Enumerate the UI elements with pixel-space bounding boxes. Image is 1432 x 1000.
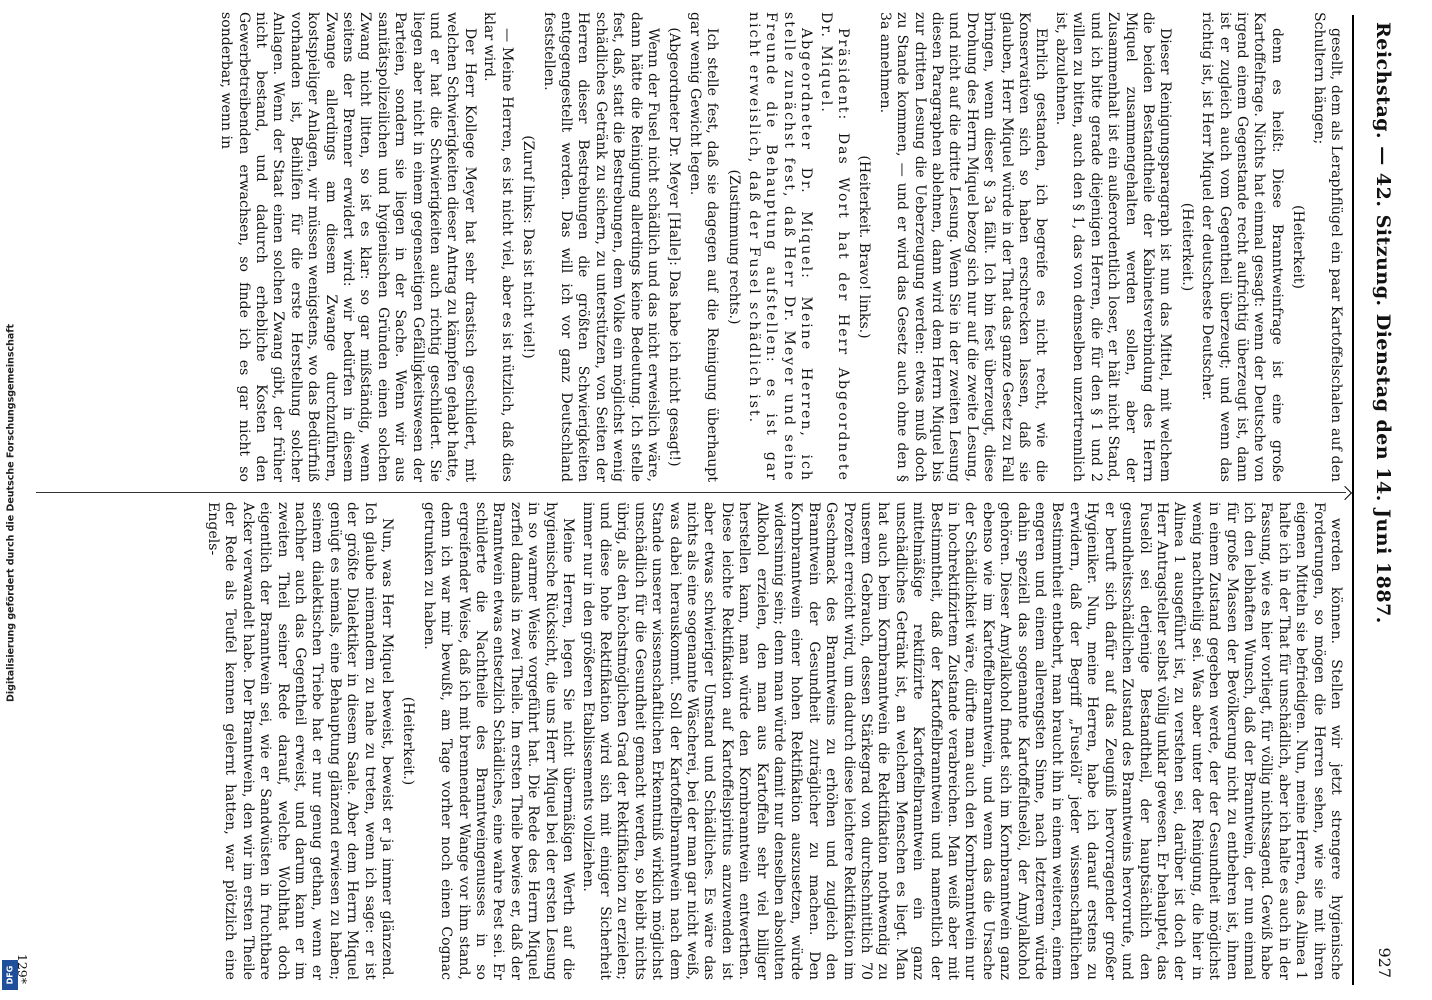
paragraph: Präsident: Das Wort hat der Herr Abgeordnete Dr. Miquel. — [817, 12, 852, 482]
paragraph: gesellt, dem als Leraphflügel ein paar Kartoffelschalen auf den Schultern hängen; — [1310, 12, 1344, 482]
paragraph: Dieser Reinigungsparagraph ist nun das Mittel, mit welchem die beiden Bestandtheile der Kabinetsverbindung des Herrn Miquel zusammengehalten werden sollen, aber der Zusammenhalt ist ein außerordentlich loser, er hält nicht Stand, und ich bitte gerade diejenigen Herren, die für den § 1 und 2 willen zu bitten, auch den § 1, das von demselben unzertrennlich ist, abzulehnen. — [1052, 12, 1174, 482]
paragraph: Wenn der Fusel nicht schädlich und das nicht erweislich wäre, dann hätte die Reinigung allerdings keine Bedeutung. Ich stelle fest, daß, statt die Bestrebungen, dem Volke ein möglichst wenig schädliches Getränk zu sichern, zu unterstützen, von Seiten der Herren dieser Bestrebungen die größten Schwierigkeiten entgegengestellt werden. Das will ich vor ganz Deutschland feststellen. — [540, 12, 661, 482]
paragraph: (Heiterkeit.) — [1178, 202, 1195, 292]
paragraph: (Abgeordneter Dr. Meyer [Halle]: Das habe ich nicht gesagt!) — [666, 27, 683, 467]
paragraph: — Meine Herren, es ist nicht viel, aber es ist nützlich, daß dies klar wird. — [481, 12, 515, 482]
dfg-logo-text: DFG — [5, 965, 15, 985]
paragraph: (Heiterkeit) — [1290, 205, 1307, 289]
column-divider — [36, 492, 1346, 493]
paragraph: (Heiterkeit. Bravo! links.) — [856, 155, 873, 339]
paragraph: Der Herr Kollege Meyer hat sehr drastisch geschildert, mit welchen Schwierigkeiten dieser Antrag zu kämpfen gehabt hatte, und er hat die Schwierigkeiten auch richtig geschildert. Sie liegen aber nicht in einem gegenseitigen Gefälligkeitswesen der Parteien, sondern sie liegen in der Sache. Wenn wir aus sanitätspolizeilichen und hygienischen Gründen einen solchen Zwang nicht litten, so ist es klar: so gar mißständig, wenn seitens der Brenner erwidert wird: wir bedürfen in diesem Zwange allerdings am diesem Zwange durchzuführen, kostspieliger Anlagen, wir müssen wenigstens, wo das Bedürfniß vorhanden ist, Beihilfen für die erste Herstellung solcher Anlagen. Wenn der Staat einen solchen Zwang gibt, der früher nicht bestand, und dadurch erhebliche Kosten den Gewerbetreibenden erwachsen, so finde ich es gar nicht so sonderbar, wenn in — [218, 12, 478, 482]
paragraph: werden können. Stellen wir jetzt strengere hygienische Forderungen, so mögen die Herren sehen, wie sie mit ihren eigenen Mitteln sie befriedigen. Nun, meine Herren, das Alinea 1 halte ich in der That für unschädlich, aber ich halte es auch in der Fassung, wie es hier vorliegt, für völlig nichtssagend. Gewiß habe ich den lebhaften Wunsch, daß der Branntwein, der nun einmal für große Massen der Bevölkerung nicht zu entbehren ist, ihnen in einem Zustand gegeben werde, der der Gesundheit möglichst wenig nachtheilig sei. Was aber unter der Reinigung, die hier in Alinea 1 ausgeführt ist, zu verstehen sei, darüber ist doch der Herr Antragsteller selbst völlig unklar gewesen. Er behauptet, das Fuselöl sei derjenige Bestandtheil, der hauptsächlich den gesundheitsschädlichen Zustand des Branntweins hervorrufe, und er beruft sich dafür auf das Zeugniß hervorragender großer Hygieniker. Nun, meine Herren, habe ich darauf erstens zu erwidern, daß der Begriff „Fuselöl“ jeder wissenschaftlichen Bestimmtheit entbehrt, man braucht ihn in einem weiteren, einem engeren und einem allerengsten Sinne, nach letzterem würde dahin speziell das sogenannte Kartoffelfuselöl, der Amylalkohol gehören. Dieser Amylalkohol findet sich im Kornbranntwein ganz ebenso wie im Kartoffelbranntwein, und wenn das die Ursache der Schädlichkeit wäre, dürfte man auch den Kornbranntwein nur in hochrektifizirtem Zustande verabreichen. Man weiß aber mit Bestimmtheit, daß der Kartoffelbranntwein und namentlich der mittelmäßige rektifizirte Kartoffelbranntwein ein ganz unschädliches Getränk ist, an welchem Menschen es liegt. Man hat auch beim Kornbranntwein die Rektifikation nothwendig zu unserem Gebrauch, dessen Stärkegrad von durchschnittlich 70 Prozent erreicht wird, um dadurch diese leichtere Rektifikation im Geschmack des Branntweins zu erhöhen und zugleich den Branntwein der Gesundheit zuträglicher zu machen. Den Kornbranntwein einer hohen Rektifikation auszusetzen, würde widersinnig sein; denn man würde damit nur denselben absoluten Alkohol erzielen, den man aus Kartoffeln sehr viel billiger herstellen kann, man würde den Kornbranntwein entwerthen. Diese leichte Rektifikation auf Kartoffelspiritus anzuwenden ist aber etwas schwieriger Umstand und Schädliches. Es wäre das nichts als eine sogenannte Wäscherei, bei der man gar nicht weiß, was dabei herauskommt. Soll der Kartoffelbranntwein nach dem Stande unserer wissenschaftlichen Erkenntniß wirklich möglichst unschädlich für die Gesundheit gemacht werden, so bleibt nichts übrig, als den höchstmöglichen Grad der Rektifikation zu erzielen; und diese hohe Rektifikation wird sich mit einiger Sicherheit immer nur in den größeren Etablissements vollziehen. — [579, 502, 1344, 980]
header-rule — [1352, 15, 1354, 985]
paragraph: Ehrlich gestanden, ich begreife es nicht recht, wie die Konservativen sich so haben erschrecken lassen, daß sie glauben, Herr Miquel würde in der That das ganze Gesetz zu Fall bringen, wenn dieser § 3a fällt. Ich bin fest überzeugt, diese Drohung des Herrn Miquel bezog sich nur auf die zweite Lesung, und nicht auf die dritte Lesung. Wenn Sie in der zweiten Lesung diesen Paragraphen ablehnen, dann wird dem Herrn Miquel bis zur dritten Lesung die Ueberzeugung werden: etwas muß doch zu Stande kommen, — und er wird das Gesetz auch ohne den § 3a annehmen. — [876, 12, 1050, 482]
page-number: 927 — [1375, 947, 1394, 978]
paragraph: (Zuruf links: Das ist nicht viel!) — [520, 135, 537, 359]
paragraph: Meine Herren, legen Sie nicht übermäßigen Werth auf die hygienische Rücksicht, die uns Herr Miquel bei der ersten Lesung in so warmer Weise vorgeführt hat. Die Rede des Herrn Miquel zerfiel damals in zwei Theile. Im ersten Theile bewies er, daß der Branntwein etwas entsetzlich Schädliches, eine wahre Pest sei. Er schilderte die Nachtheile des Branntweingenusses in so ergreifender Weise, daß ich mit brennender Wange vor ihm stand, denn ich war mir bewußt, am Tage vorher noch einen Cognac getrunken zu haben. — [420, 502, 577, 980]
paragraph: (Heiterkeit.) — [400, 696, 417, 786]
digitization-notice-text: Digitalisierung gefördert durch die Deutsche Forschungsgemeinschaft — [5, 323, 17, 702]
page-footer: 129* — [15, 953, 30, 984]
paragraph: (Zustimmung rechts.) — [725, 169, 742, 325]
page-title: Reichstag. — 42. Sitzung. Dienstag den 14. Juni 1887. — [1372, 22, 1394, 624]
paragraph: Nun, was Herr Miquel beweist, beweist er ja immer glänzend. Ich glaube niemandem zu nahe zu treten, wenn ich sage: er ist der größte Dialektiker in diesem Saale. Aber dem Herrn Miquel genügt es niemals, eine Behauptung glänzend erwiesen zu haben; seinem dialektischen Triebe hat er nur genug gethan, wenn er nachher auch das Gegentheil erweist, und darum kann er im zweiten Theil seiner Rede darauf, welche Wohlthat doch eigentlich der Branntwein sei, wie er Sandwüsten in fruchtbare Acker verwandelt habe. Der Branntwein, den wir im ersten Theile der Rede als Teufel kennen gelernt hatten, war plötzlich eine Engels- — [205, 502, 396, 980]
paragraph: denn es heißt: Diese Branntweinfrage ist eine große Kartoffelfrage. Nichts hat einmal gesagt: wenn der Deutsche von irgend einem Gegenstande recht aufrichtig überzeugt ist, dann ist er zugleich auch vom Gegentheil überzeugt; und wenn das richtig ist, ist Herr Miquel der deutscheste Deutscher. — [1199, 12, 1285, 482]
left-column — [215, 12, 1344, 482]
paragraph: Abgeordneter Dr. Miquel: Meine Herren, ich stelle zunächst fest, daß Herr Dr. Meyer und seine Freunde die Behauptung aufstellen: es ist gar nicht erweislich, daß der Fusel schädlich ist. — [746, 12, 815, 482]
page-header — [1356, 22, 1394, 978]
paragraph: Ich stelle fest, daß sie dagegen auf die Reinigung überhaupt gar wenig Gewicht legen. — [686, 12, 721, 482]
right-column — [202, 502, 1344, 980]
